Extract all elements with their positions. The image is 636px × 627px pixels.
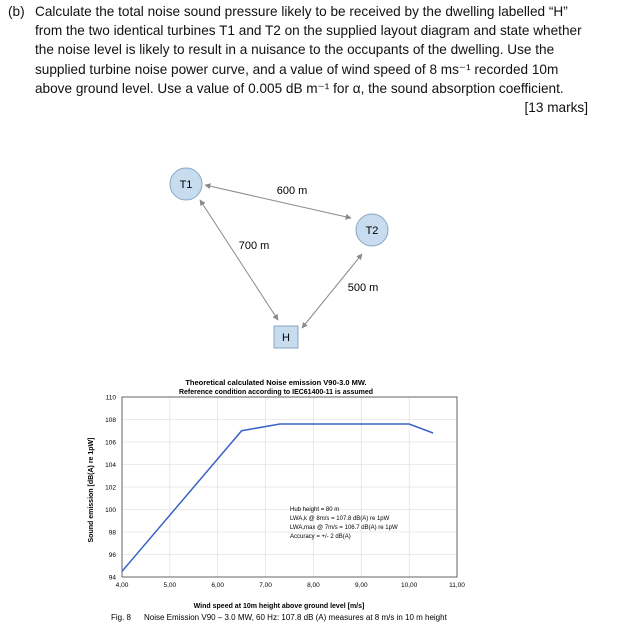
x-tick-label: 8,00 bbox=[307, 582, 320, 589]
x-tick-label: 11,00 bbox=[449, 582, 465, 589]
x-tick-labels bbox=[116, 582, 466, 589]
annotation-line: LWA,max @ 7m/s = 106.7 dB(A) re 1pW bbox=[290, 525, 398, 531]
y-tick-label: 96 bbox=[108, 552, 116, 559]
figure-label: Fig. 8 bbox=[111, 613, 132, 622]
y-tick-label: 104 bbox=[105, 462, 116, 469]
chart-annotation bbox=[290, 507, 398, 540]
annotation-line: LWA,k @ 8m/s = 107.8 dB(A) re 1pW bbox=[290, 516, 390, 522]
question-line: above ground level. Use a value of 0.005 dB m⁻¹ for α, the sound absorption coefficient. bbox=[35, 80, 564, 96]
distance-t1-t2: 600 m bbox=[276, 185, 308, 197]
y-tick-label: 102 bbox=[105, 484, 116, 492]
x-tick-label: 5,00 bbox=[163, 582, 177, 589]
y-axis-label: Sound emission [dB(A) re 1pW] bbox=[88, 437, 95, 543]
y-tick-label: 106 bbox=[105, 439, 116, 447]
y-tick-label: 100 bbox=[105, 507, 116, 514]
question-line: the noise level is likely to result in a nuisance to the occupants of the dwelling. Use the bbox=[35, 42, 555, 58]
x-tick-label: 10,00 bbox=[401, 582, 418, 589]
turbine-t2-label: T2 bbox=[365, 225, 379, 237]
noise-chart bbox=[88, 378, 465, 610]
y-tick-labels bbox=[105, 395, 116, 582]
x-tick-label: 6,00 bbox=[211, 582, 225, 589]
figure-caption: Noise Emission V90 – 3.0 MW, 60 Hz: 107.8 dB (A) measures at 8 m/s in 10 m height bbox=[144, 613, 447, 622]
question-line: supplied turbine noise power curve, and a value of wind speed of 8 ms⁻¹ recorded 10m bbox=[35, 61, 559, 77]
x-tick-label: 7,00 bbox=[259, 582, 272, 589]
dwelling-h-label: H bbox=[282, 332, 290, 344]
turbine-t1-label: T1 bbox=[179, 179, 193, 191]
series-line bbox=[122, 424, 433, 571]
distance-t2-h: 500 m bbox=[347, 282, 379, 294]
t1-h-arrow bbox=[200, 200, 278, 320]
question-line: Calculate the total noise sound pressure likely to be received by the dwelling labelled “H” bbox=[35, 4, 568, 19]
x-tick-label: 9,00 bbox=[354, 582, 368, 589]
question-line: from the two identical turbines T1 and T2 on the supplied layout diagram and state whether bbox=[35, 23, 582, 39]
chart-title: Theoretical calculated Noise emission V90-3.0 MW. bbox=[185, 378, 367, 387]
annotation-line: Hub height = 80 m bbox=[290, 507, 340, 513]
y-tick-label: 110 bbox=[105, 394, 116, 402]
x-tick-label: 4,00 bbox=[115, 582, 129, 589]
layout-diagram bbox=[170, 168, 388, 348]
annotation-line: Accuracy = +/- 2 dB(A) bbox=[290, 534, 351, 540]
chart-subtitle: Reference condition according to IEC61400-11 is assumed bbox=[178, 389, 374, 396]
y-tick-label: 98 bbox=[108, 529, 116, 537]
marks-label: [13 marks] bbox=[524, 100, 588, 115]
y-tick-label: 108 bbox=[105, 417, 116, 424]
question-label: (b) bbox=[8, 4, 25, 19]
distance-t1-h: 700 m bbox=[238, 240, 270, 252]
y-tick-label: 94 bbox=[108, 574, 116, 582]
x-axis-label: Wind speed at 10m height above ground level [m/s] bbox=[193, 603, 365, 610]
